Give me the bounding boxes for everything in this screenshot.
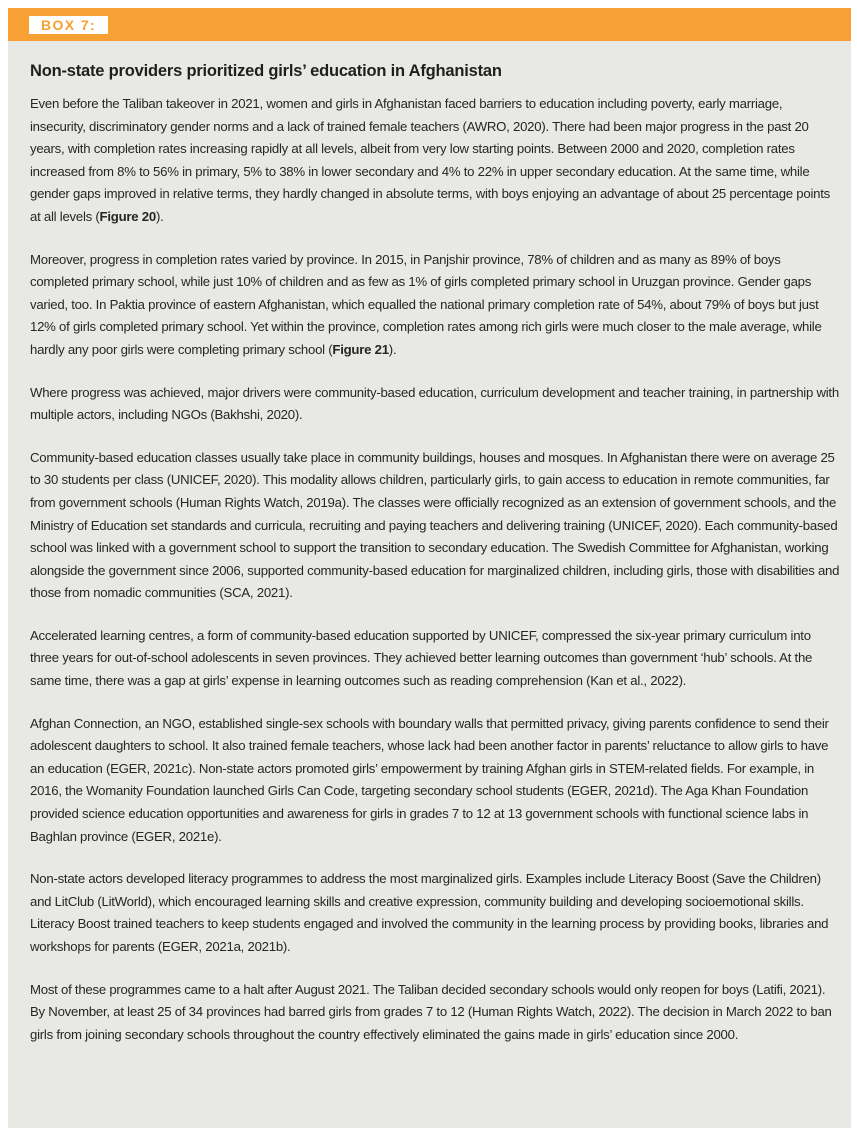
paragraph-1 bbox=[30, 93, 840, 229]
paragraph-text: ). bbox=[155, 208, 164, 224]
figure-21-link[interactable]: Figure 21 bbox=[332, 341, 389, 357]
paragraph-text: ). bbox=[388, 341, 397, 357]
paragraph-4 bbox=[30, 447, 840, 605]
box-panel bbox=[8, 8, 851, 1128]
paragraph-8 bbox=[30, 979, 840, 1047]
paragraph-text: Where progress was achieved, major drivers were community-based education, curriculum development and teacher training, in partnership with multiple actors, including NGOs (Bakhshi, 2020). bbox=[30, 384, 839, 423]
paragraph-7 bbox=[30, 868, 840, 958]
paragraph-5 bbox=[30, 625, 840, 693]
paragraph-text: Community-based education classes usually take place in community buildings, houses and mosques. In Afghanistan there were on average 25 to 30 students per class (UNICEF, 2020). This modality allows children, particularly girls, to gain access to education in remote communities, far from government schools (Human Rights Watch, 2019a). The classes were officially recognized as an extension of government schools, and the Ministry of Education set standards and curricula, recruiting and paying teachers and delivering training (UNICEF, 2020). Each community-based school was linked with a government school to support the transition to secondary education. The Swedish Committee for Afghanistan, working alongside the government since 2006, supported community-based education for marginalized children, including girls, those with disabilities and those from nomadic communities (SCA, 2021). bbox=[30, 449, 840, 601]
paragraph-text: Accelerated learning centres, a form of community-based education supported by UNICEF, compressed the six-year primary curriculum into three years for out-of-school adolescents in seven provinces. They achieved better learning outcomes than government ‘hub’ schools. At the same time, there was a gap at girls’ expense in learning outcomes such as reading comprehension (Kan et al., 2022). bbox=[30, 627, 813, 689]
figure-20-link[interactable]: Figure 20 bbox=[99, 208, 156, 224]
paragraph-text: Most of these programmes came to a halt after August 2021. The Taliban decided secondary schools would only reopen for boys (Latifi, 2021). By November, at least 25 of 34 provinces had barred girls from grades 7 to 12 (Human Rights Watch, 2022). The decision in March 2022 to ban girls from joining secondary schools throughout the country effectively eliminated the gains made in girls’ education since 2000. bbox=[30, 981, 832, 1042]
box-title: Non-state providers prioritized girls’ education in Afghanistan bbox=[30, 62, 502, 80]
paragraph-text: Even before the Taliban takeover in 2021, women and girls in Afghanistan faced barriers to education including poverty, early marriage, insecurity, discriminatory gender norms and a lack of trained female teachers (AWRO, 2020). There had been major progress in the past 20 years, with completion rates increasing rapidly at all levels, albeit from very low starting points. Between 2000 and 2020, completion rates increased from 8% to 56% in primary, 5% to 38% in lower secondary and 4% to 22% in upper secondary education. At the same time, while gender gaps improved in relative terms, they hardly changed in absolute terms, with boys enjoying an advantage of about 25 percentage points at all levels ( bbox=[30, 96, 830, 224]
paragraph-text: Non-state actors developed literacy programmes to address the most marginalized girls. Examples include Literacy Boost (Save the Children) and LitClub (LitWorld), which encouraged learning skills and creative expression, community building and developing socioemotional skills. Literacy Boost trained teachers to keep students engaged and involved the community in the learning process by providing books, libraries and workshops for parents (EGER, 2021a, 2021b). bbox=[30, 871, 829, 954]
paragraph-3 bbox=[30, 382, 840, 427]
box-header-bar bbox=[8, 8, 851, 41]
box-label: BOX 7: bbox=[29, 16, 108, 34]
paragraph-text: Afghan Connection, an NGO, established single-sex schools with boundary walls that permitted privacy, giving parents confidence to send their adolescent daughters to school. It also trained female teachers, whose lack had been another factor in parents’ reluctance to allow girls to have an education (EGER, 2021c). Non-state actors promoted girls’ empowerment by training Afghan girls in STEM-related fields. For example, in 2016, the Womanity Foundation launched Girls Can Code, targeting secondary school students (EGER, 2021d). The Aga Khan Foundation provided science education opportunities and awareness for girls in grades 7 to 12 at 13 government schools with functional science labs in Baghlan province (EGER, 2021e). bbox=[30, 715, 829, 844]
box-content bbox=[30, 60, 840, 1066]
paragraph-text: Moreover, progress in completion rates varied by province. In 2015, in Panjshir province, 78% of children and as many as 89% of boys completed primary school, while just 10% of children and as few as 1% of girls completed primary school in Uruzgan province. Gender gaps varied, too. In Paktia province of eastern Afghanistan, which equalled the national primary completion rate of 54%, about 79% of boys but just 12% of girls completed primary school. Yet within the province, completion rates among rich girls were much closer to the male average, while hardly any poor girls were completing primary school ( bbox=[30, 251, 822, 357]
paragraph-2 bbox=[30, 249, 840, 362]
paragraph-6 bbox=[30, 713, 840, 849]
